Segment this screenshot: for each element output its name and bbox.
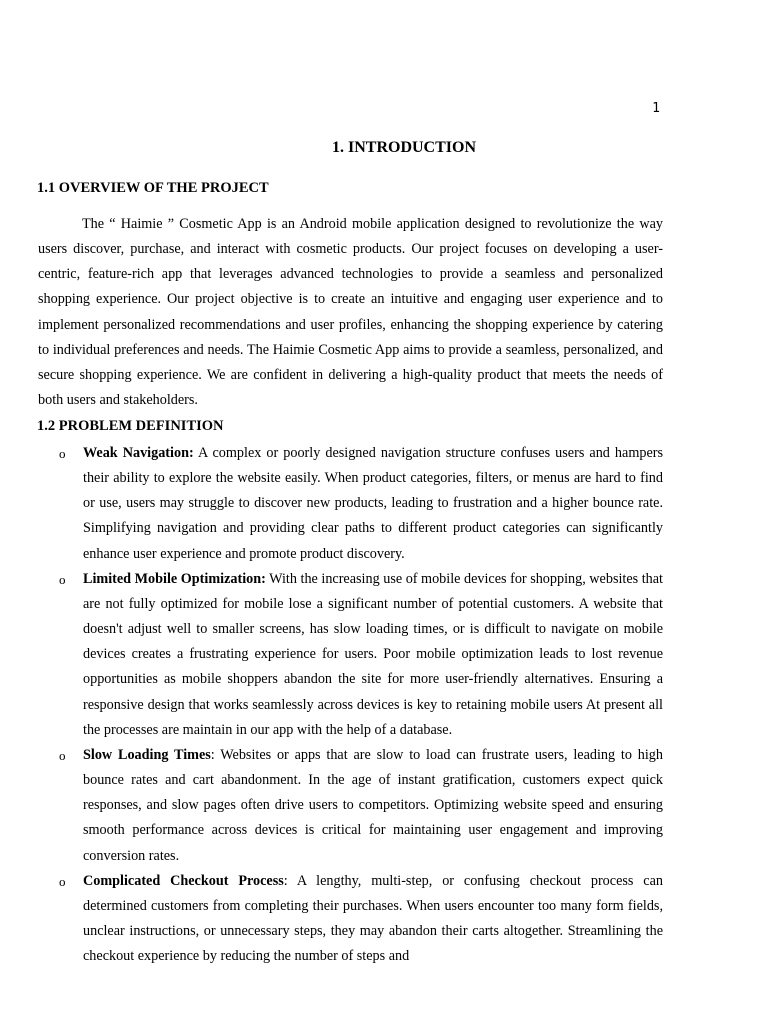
bullet-marker: o (59, 747, 66, 763)
problem-term: Complicated Checkout Process (83, 872, 284, 889)
problem-text: With the increasing use of mobile devices for shopping, websites that are not fully optimized for mobile lose a significant number of potential customers. A website that doesn't adjust well to smaller screens, has slow loading times, or is difficult to navigate on mobile devices creates a frustrating experience for users. Poor mobile optimization leads to lost revenue opportunities as mobile shoppers abandon the site for more user-friendly alternatives. Ensuring a responsive design that works seamlessly across devices is key to retaining mobile users At present all the processes are maintain in our app with the help of a database. (83, 570, 663, 738)
section-heading-problem: 1.2 PROBLEM DEFINITION (37, 418, 224, 434)
problem-item-mobile-optimization (0, 567, 663, 743)
problem-term: Weak Navigation: (83, 445, 194, 461)
problem-item-slow-loading (0, 743, 663, 869)
problem-term: Slow Loading Times (83, 746, 211, 763)
chapter-title: 1. INTRODUCTION (331, 139, 476, 156)
problem-list (0, 441, 768, 969)
problem-term: Limited Mobile Optimization: (83, 570, 266, 587)
problem-item-checkout (0, 869, 663, 970)
bullet-marker: o (59, 446, 66, 461)
page-number: 1 (652, 101, 660, 116)
problem-text: A complex or poorly designed navigation structure confuses users and hampers their ability to explore the website easily. When product categories, filters, or menus are hard to find or use, users may struggle to discover new products, leading to frustration and a higher bounce rate. Simplifying navigation and providing clear paths to different product categories can significantly enhance user experience and promote product discovery. (83, 445, 663, 562)
section-heading-overview: 1.1 OVERVIEW OF THE PROJECT (37, 180, 269, 196)
bullet-marker: o (59, 873, 66, 889)
overview-paragraph: The “ Haimie ” Cosmetic App is an Android mobile application designed to revolutionize the way users discover, purchase, and interact with cosmetic products. Our project focuses on developing a user-centric, feature-rich app that leverages advanced technologies to provide a seamless and personalized shopping experience. Our project objective is to create an intuitive and engaging user experience and to implement personalized recommendations and user profiles, enhancing the shopping experience by catering to individual preferences and needs. The Haimie Cosmetic App aims to provide a seamless, personalized, and secure shopping experience. We are confident in delivering a high-quality product that meets the needs of both users and stakeholders. (38, 216, 663, 409)
problem-text: : Websites or apps that are slow to load can frustrate users, leading to high bounce rates and cart abandonment. In the age of instant gratification, customers expect quick responses, and slow pages often drive users to competitors. Optimizing website speed and ensuring smooth performance across devices is critical for maintaining user engagement and improving conversion rates. (83, 746, 663, 864)
problem-text: : A lengthy, multi-step, or confusing checkout process can determined customers from completing their purchases. When users encounter too many form fields, unclear instructions, or unnecessary steps, they may abandon their carts altogether. Streamlining the checkout experience by reducing the number of steps and (83, 872, 663, 965)
bullet-marker: o (59, 571, 66, 587)
problem-item-weak-navigation (0, 441, 663, 567)
